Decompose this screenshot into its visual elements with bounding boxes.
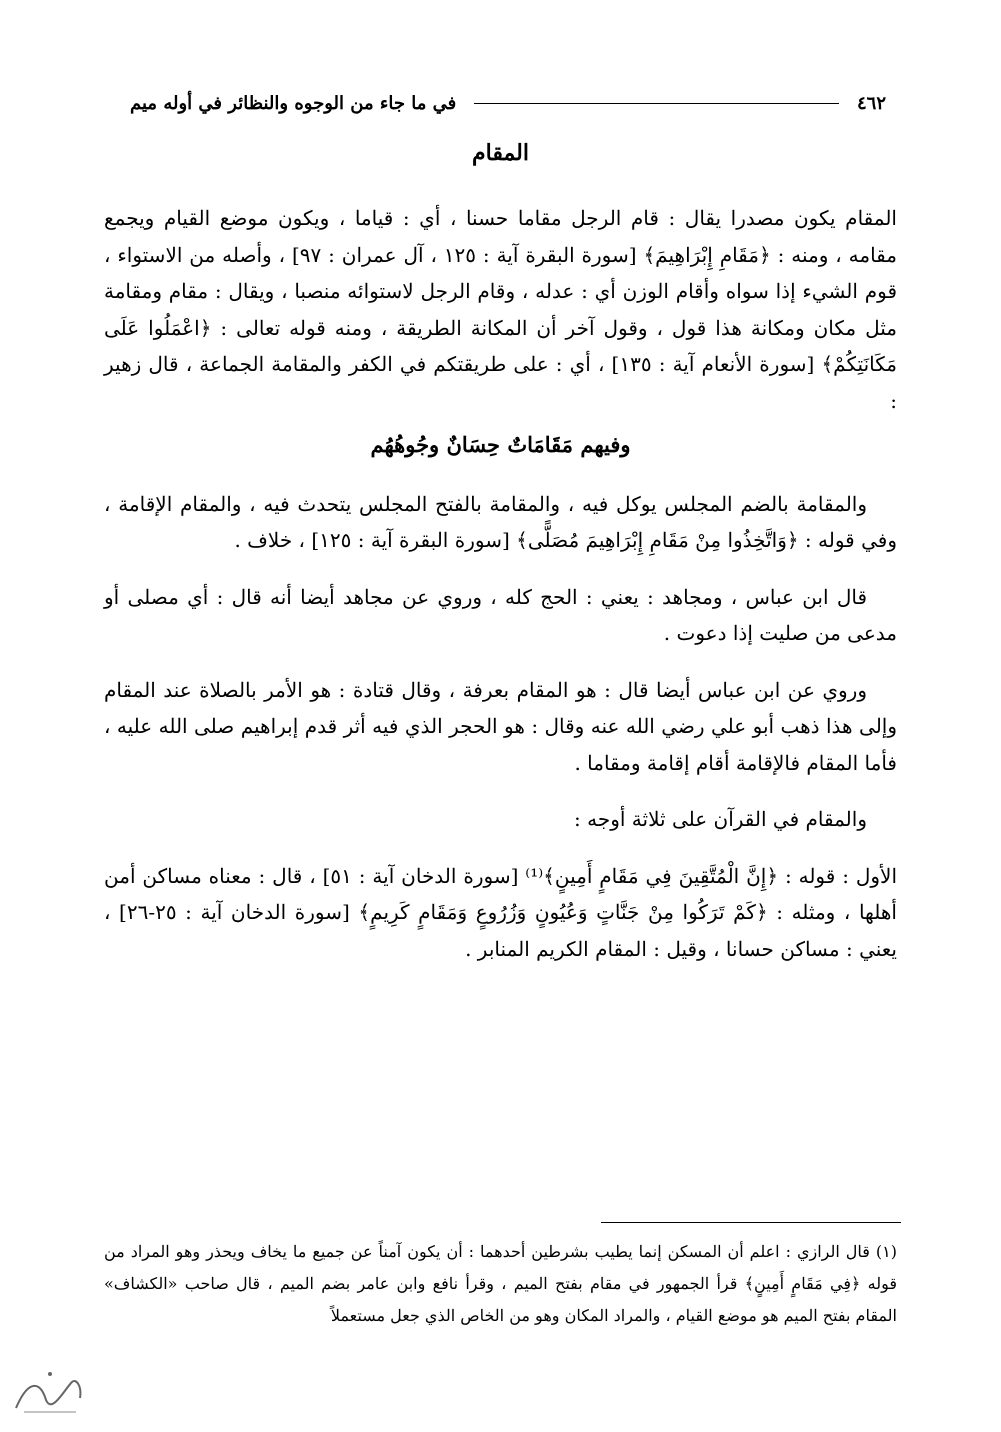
page-number: ٤٦٢	[856, 92, 886, 114]
library-logo-watermark	[10, 1360, 90, 1420]
running-title: في ما جاء من الوجوه والنظائر في أوله ميم	[130, 92, 457, 114]
body-text	[104, 200, 897, 987]
paragraph: الأول : قوله : ﴿إِنَّ الْمُتَّقِينَ فِي مَقَامٍ أَمِينٍ﴾⁽¹⁾ [سورة الدخان آية : ٥١] ، قال : معناه مساكن أمن أهلها ، ومثله : ﴿كَمْ تَرَكُوا مِنْ جَنَّاتٍ وَعُيُونٍ وَزُرُوعٍ وَمَقَامٍ كَرِيمٍ﴾ [سورة الدخان آية : ٢٥-٢٦] ، يعني : مساكن حسانا ، وقيل : المقام الكريم المنابر .	[104, 863, 897, 961]
paragraph: والمقامة بالضم المجلس يوكل فيه ، والمقامة بالفتح المجلس يتحدث فيه ، والمقام الإقامة ، وفي قوله : ﴿وَاتَّخِذُوا مِنْ مَقَامِ إِبْرَاهِيمَ مُصَلًّى﴾ [سورة البقرة آية : ١٢٥] ، خلاف .	[104, 491, 897, 552]
footnotes	[104, 1236, 897, 1332]
footnote: (١) قال الرازي : اعلم أن المسكن إنما يطيب بشرطين أحدهما : أن يكون آمناً عن جميع ما يخاف ويحذر وهو المراد من قوله ﴿فِي مَقَامٍ أَمِينٍ﴾ قرأ الجمهور في مقام بفتح الميم ، وقرأ نافع وابن عامر بضم الميم ، قال صاحب «الكشاف» المقام بفتح الميم هو موضع القيام ، والمراد المكان وهو من الخاص الذي جعل مستعملاً	[104, 1242, 898, 1325]
header-rule	[474, 103, 839, 104]
poetry-verse: وفيهم مَقَامَاتٌ حِسَانٌ وجُوهُهُم	[370, 432, 631, 457]
footnote-rule	[601, 1222, 901, 1223]
section-title: المقام	[472, 140, 529, 166]
running-header	[130, 88, 886, 118]
paragraph: المقام يكون مصدرا يقال : قام الرجل مقاما حسنا ، أي : قياما ، ويكون موضع القيام ويجمع مقامه ، ومنه : ﴿مَقَامِ إِبْرَاهِيمَ﴾ [سورة البقرة آية : ١٢٥ ، آل عمران : ٩٧] ، وأصله من الاستواء ، قوم الشيء إذا سواه وأقام الوزن أي : عدله ، وقام الرجل لاستوائه منصبا ، ويقال : مقام ومقامة مثل مكان ومكانة هذا قول ، وقول آخر أن المكانة الطريقة ، ومنه قوله تعالى : ﴿اعْمَلُوا عَلَى مَكَانَتِكُمْ﴾ [سورة الأنعام آية : ١٣٥] ، أي : على طريقتكم في الكفر والمقامة الجماعة ، قال زهير :	[104, 206, 898, 413]
paragraph: قال ابن عباس ، ومجاهد : يعني : الحج كله ، وروي عن مجاهد أيضا أنه قال : أي مصلى أو مدعى من صليت إذا دعوت .	[104, 584, 897, 645]
paragraph: والمقام في القرآن على ثلاثة أوجه :	[574, 807, 867, 831]
paragraph: وروي عن ابن عباس أيضا قال : هو المقام بعرفة ، وقال قتادة : هو الأمر بالصلاة عند المقام وإلى هذا ذهب أبو علي رضي الله عنه وقال : هو الحجر الذي فيه أثر قدم إبراهيم صلى الله عليه ، فأما المقام فالإقامة أقام إقامة ومقاما .	[104, 677, 897, 775]
